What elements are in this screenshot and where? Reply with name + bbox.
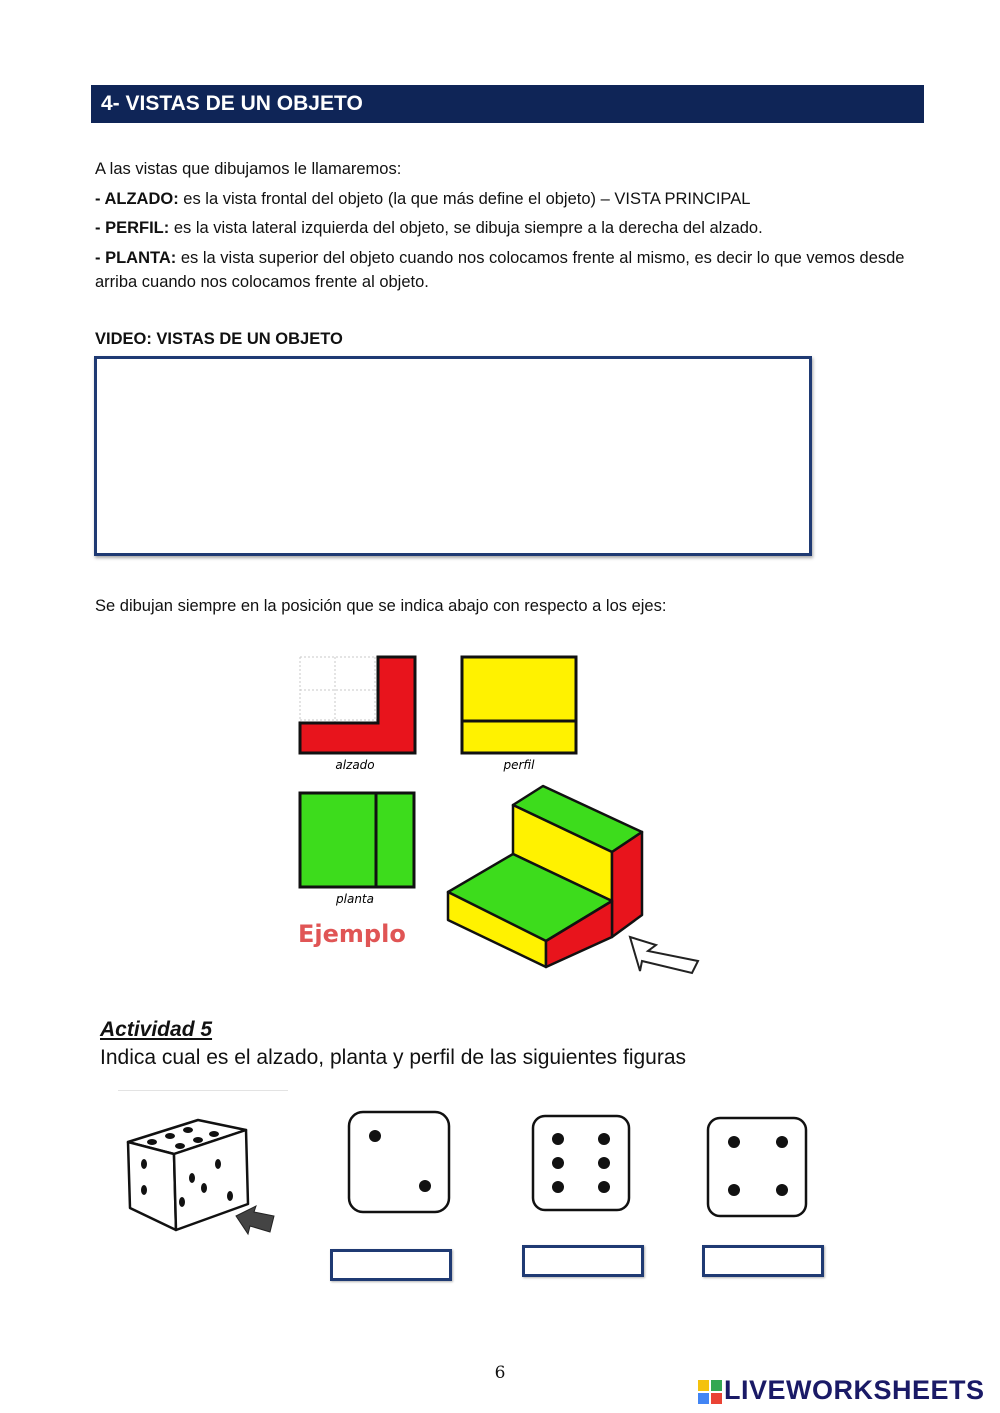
answer-box-3[interactable] (702, 1245, 824, 1277)
term-alzado: - ALZADO: (95, 190, 179, 208)
page-number: 6 (494, 1363, 506, 1383)
term-planta: - PLANTA: (95, 249, 177, 267)
view-direction-arrow-icon (630, 937, 698, 973)
liveworksheets-logo-icon (698, 1380, 722, 1404)
divider (118, 1090, 288, 1091)
alzado-view (300, 657, 415, 753)
die-face-six (531, 1114, 631, 1212)
isometric-object (448, 786, 642, 967)
definition-planta (95, 246, 925, 294)
isometric-die (118, 1098, 288, 1248)
label-alzado: alzado (335, 758, 375, 772)
definition-alzado (95, 187, 925, 211)
text-planta: es la vista superior del objeto cuando nos colocamos frente al mismo, es decir lo que vemos desde arriba cuando nos colocamos frente al objeto. (95, 249, 905, 291)
views-illustration (280, 645, 720, 985)
section-header: 4- VISTAS DE UN OBJETO (91, 85, 924, 123)
activity-title: Actividad 5 (100, 1018, 213, 1041)
video-embed[interactable] (94, 356, 812, 556)
label-ejemplo: Ejemplo (298, 920, 406, 948)
text-alzado: es la vista frontal del objeto (la que más define el objeto) – VISTA PRINCIPAL (178, 190, 751, 208)
die-view-arrow-icon (236, 1206, 274, 1234)
intro-lead: A las vistas que dibujamos le llamaremos: (95, 160, 402, 178)
text-perfil: es la vista lateral izquierda del objeto, se dibuja siempre a la derecha del alzado. (169, 219, 763, 237)
label-planta: planta (336, 892, 374, 906)
die-face-four (706, 1116, 808, 1218)
label-perfil: perfil (503, 758, 535, 772)
perfil-view (462, 657, 576, 753)
term-perfil: - PERFIL: (95, 219, 170, 237)
video-title: VIDEO: VISTAS DE UN OBJETO (95, 330, 343, 348)
answer-box-2[interactable] (522, 1245, 644, 1277)
definition-perfil (95, 216, 925, 240)
planta-view (300, 793, 414, 887)
answer-box-1[interactable] (330, 1249, 452, 1281)
die-face-two (347, 1110, 451, 1214)
activity-instruction: Indica cual es el alzado, planta y perfil de las siguientes figuras (100, 1046, 687, 1069)
position-note: Se dibujan siempre en la posición que se indica abajo con respecto a los ejes: (95, 597, 667, 615)
brand-name[interactable]: LIVEWORKSHEETS (724, 1375, 985, 1405)
